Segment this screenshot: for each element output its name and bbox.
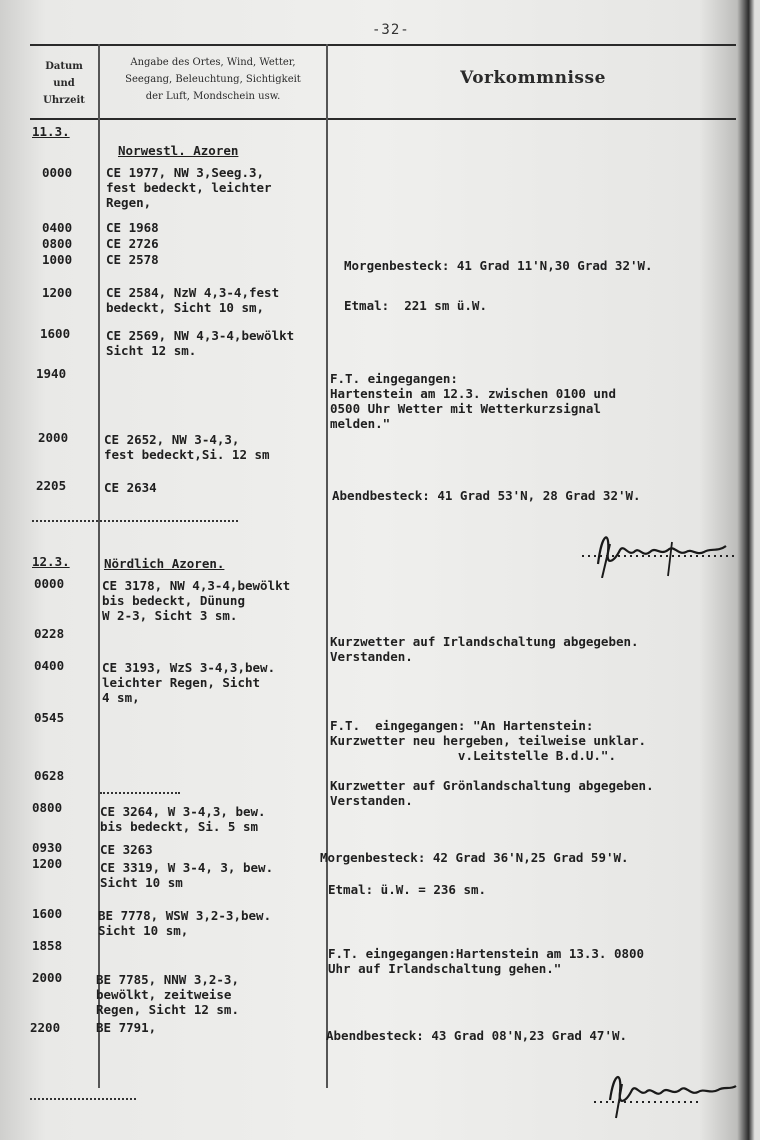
day2-event-0930: Morgenbesteck: 42 Grad 36'N,25 Grad 59'W. [320,850,629,865]
page-number: -32- [372,22,410,38]
day2-date: 12.3. [32,554,70,569]
col-divider-2 [326,44,328,1088]
day2-loc-1200: CE 3319, W 3-4, 3, bew. Sicht 10 sm [100,860,274,890]
day1-time-1600: 1600 [40,326,71,341]
day1-time-0000: 0000 [42,165,73,180]
day2-time-0545: 0545 [34,710,65,725]
day1-time-0400: 0400 [42,220,73,235]
day2-time-1858: 1858 [32,938,63,953]
day2-event-0228: Kurzwetter auf Irlandschaltung abgegeben. Verstanden. [330,634,639,664]
day1-time-1200: 1200 [42,285,73,300]
top-rule [30,44,736,46]
day1-event-2205: Abendbesteck: 41 Grad 53'N, 28 Grad 32'W. [332,488,641,503]
signature-2 [590,1060,740,1120]
day1-time-1000: 1000 [42,252,73,267]
day1-place: Norwestl. Azoren [118,143,239,158]
day1-time-0800: 0800 [42,236,73,251]
day1-loc-2205: CE 2634 [104,480,157,495]
header-vorkommnisse: Vorkommnisse [460,68,606,88]
day2-time-1600: 1600 [32,906,63,921]
day2-loc-0400: CE 3193, WzS 3-4,3,bew. leichter Regen, Sicht 4 sm, [102,660,276,705]
day1-time-2205: 2205 [36,478,67,493]
header-rule [30,118,736,120]
day1-time-2000: 2000 [38,430,69,445]
day1-end-dots [32,520,238,522]
header-datum-line1: Datum [45,61,83,72]
day2-time-0228: 0228 [34,626,65,641]
header-datum-line2: und [53,78,75,89]
day1-loc-2000: CE 2652, NW 3-4,3, fest bedeckt,Si. 12 sm [104,432,270,462]
day2-time-1200: 1200 [32,856,63,871]
header-angabe-line2: Seegang, Beleuchtung, Sichtigkeit [125,74,301,85]
day1-time-1940: 1940 [36,366,67,381]
day2-mid-dots [100,792,180,794]
day2-loc-2000: BE 7785, NNW 3,2-3, bewölkt, zeitweise Regen, Sicht 12 sm. [96,972,239,1017]
day2-loc-0000: CE 3178, NW 4,3-4,bewölkt bis bedeckt, Dünung W 2-3, Sicht 3 sm. [102,578,291,623]
day2-time-0930: 0930 [32,840,63,855]
day2-loc-1600: BE 7778, WSW 3,2-3,bew. Sicht 10 sm, [98,908,272,938]
header-angabe-line1: Angabe des Ortes, Wind, Wetter, [130,57,296,68]
day2-event-1200: Etmal: ü.W. = 236 sm. [328,882,487,897]
day2-time-0800: 0800 [32,800,63,815]
day1-event-1200: Etmal: 221 sm ü.W. [344,298,487,313]
day2-loc-0800: CE 3264, W 3-4,3, bew. bis bedeckt, Si. 5 sm [100,804,266,834]
day1-loc-0400: CE 1968 [106,220,159,235]
day2-time-2200: 2200 [30,1020,61,1035]
day1-loc-1200: CE 2584, NzW 4,3-4,fest bedeckt, Sicht 10 sm, [106,285,280,315]
day1-loc-1000: CE 2578 [106,252,159,267]
day2-time-0400: 0400 [34,658,65,673]
header-datum-line3: Uhrzeit [43,95,85,106]
day2-end-dots [30,1098,136,1100]
day2-time-0628: 0628 [34,768,65,783]
day1-loc-0800: CE 2726 [106,236,159,251]
day2-event-1858: F.T. eingegangen:Hartenstein am 13.3. 0800 Uhr auf Irlandschaltung gehen." [328,946,645,976]
signature-1 [580,522,740,578]
day1-loc-0000: CE 1977, NW 3,Seeg.3, fest bedeckt, leichter Regen, [106,165,272,210]
day2-event-2200: Abendbesteck: 43 Grad 08'N,23 Grad 47'W. [326,1028,628,1043]
day2-time-2000: 2000 [32,970,63,985]
header-datum [32,58,96,109]
day2-loc-0930: CE 3263 [100,842,153,857]
day1-event-1940: F.T. eingegangen: Hartenstein am 12.3. zwischen 0100 und 0500 Uhr Wetter mit Wetterkurzsignal melden." [330,371,616,431]
day1-event-1000: Morgenbesteck: 41 Grad 11'N,30 Grad 32'W. [344,258,653,273]
day2-event-0545: F.T. eingegangen: "An Hartenstein: Kurzwetter neu hergeben, teilweise unklar. v.Leitstelle B.d.U.". [330,718,647,763]
header-angabe-line3: der Luft, Mondschein usw. [145,91,281,102]
day1-loc-1600: CE 2569, NW 4,3-4,bewölkt Sicht 12 sm. [106,328,295,358]
day2-loc-2200: BE 7791, [96,1020,157,1035]
day2-time-0000: 0000 [34,576,65,591]
day2-event-0628: Kurzwetter auf Grönlandschaltung abgegeben. Verstanden. [330,778,654,808]
header-angabe [102,54,324,105]
day2-place: Nördlich Azoren. [104,556,225,571]
day1-date: 11.3. [32,124,70,139]
